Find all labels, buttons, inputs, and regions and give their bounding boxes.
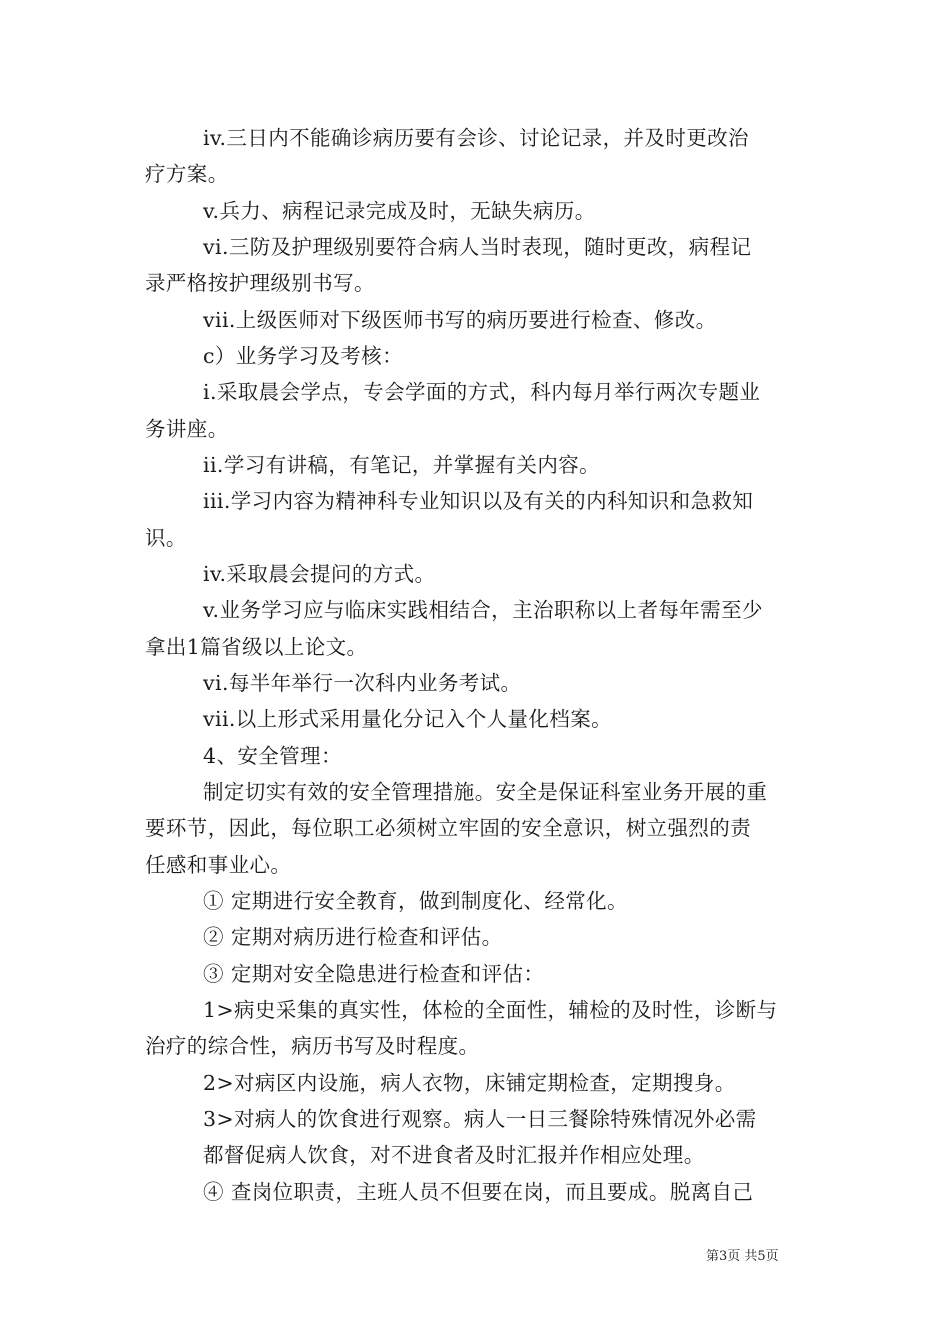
page-number-footer: 第3页 共5页 bbox=[706, 1249, 779, 1264]
text-line: iv.三日内不能确诊病历要有会诊、讨论记录，并及时更改治 bbox=[203, 126, 749, 150]
text-line: v.业务学习应与临床实践相结合，主治职称以上者每年需至少 bbox=[203, 598, 763, 622]
text-line: vi.三防及护理级别要符合病人当时表现，随时更改，病程记 bbox=[203, 235, 752, 259]
text-line: v.兵力、病程记录完成及时，无缺失病历。 bbox=[203, 199, 596, 223]
text-line: vi.每半年举行一次科内业务考试。 bbox=[203, 671, 522, 695]
text-line: 1>病史采集的真实性，体检的全面性，辅检的及时性，诊断与 bbox=[203, 998, 778, 1022]
text-line: 要环节，因此，每位职工必须树立牢固的安全意识，树立强烈的责 bbox=[145, 816, 752, 840]
text-line: 任感和事业心。 bbox=[145, 853, 292, 877]
text-line: 务讲座。 bbox=[145, 417, 229, 441]
text-line: 都督促病人饮食，对不进食者及时汇报并作相应处理。 bbox=[203, 1143, 705, 1167]
text-line: iv.采取晨会提问的方式。 bbox=[203, 562, 436, 586]
text-line: 制定切实有效的安全管理措施。安全是保证科室业务开展的重 bbox=[203, 780, 768, 804]
text-line: ① 定期进行安全教育，做到制度化、经常化。 bbox=[203, 889, 628, 913]
text-line: 疗方案。 bbox=[145, 162, 229, 186]
text-line: 4、安全管理： bbox=[203, 744, 342, 768]
text-line: vii.上级医师对下级医师书写的病历要进行检查、修改。 bbox=[203, 308, 717, 332]
text-line: vii.以上形式采用量化分记入个人量化档案。 bbox=[203, 707, 613, 731]
text-line: ② 定期对病历进行检查和评估。 bbox=[203, 925, 503, 949]
text-line: 2>对病区内设施，病人衣物，床铺定期检查，定期搜身。 bbox=[203, 1071, 736, 1095]
text-line: 3>对病人的饮食进行观察。病人一日三餐除特殊情况外必需 bbox=[203, 1107, 757, 1131]
text-line: ④ 查岗位职责，主班人员不但要在岗，而且要成。脱离自己 bbox=[203, 1180, 754, 1204]
text-line: 识。 bbox=[145, 526, 187, 550]
text-line: 治疗的综合性，病历书写及时程度。 bbox=[145, 1034, 480, 1058]
text-line: i.采取晨会学点，专会学面的方式，科内每月举行两次专题业 bbox=[203, 380, 761, 404]
text-line: ③ 定期对安全隐患进行检查和评估： bbox=[203, 962, 545, 986]
text-line: iii.学习内容为精神科专业知识以及有关的内科知识和急救知 bbox=[203, 489, 754, 513]
text-line: c）业务学习及考核： bbox=[203, 344, 403, 368]
text-line: 录严格按护理级别书写。 bbox=[145, 271, 375, 295]
text-line: ii.学习有讲稿，有笔记，并掌握有关内容。 bbox=[203, 453, 601, 477]
text-line: 拿出1篇省级以上论文。 bbox=[145, 635, 368, 659]
